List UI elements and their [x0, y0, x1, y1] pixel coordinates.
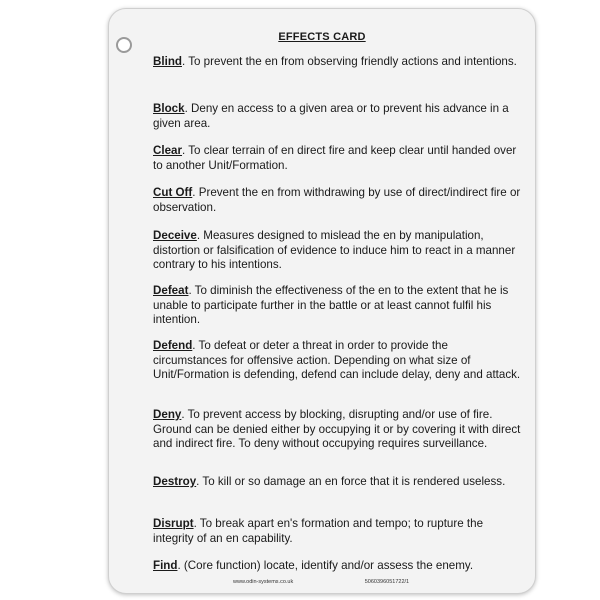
entry-definition: . To diminish the effectiveness of the en to the extent that he is unable to participate further in the battle or at least cannot fulfil his intention. [153, 284, 509, 327]
entry-deny [153, 408, 521, 452]
entry-disrupt [153, 517, 521, 546]
card-footer [233, 579, 409, 585]
card-title: EFFECTS CARD [278, 31, 366, 43]
entry-term: Blind [153, 55, 182, 68]
entry-definition: . Deny en access to a given area or to prevent his advance in a given area. [153, 102, 509, 130]
entry-cut-off [153, 186, 521, 215]
entry-definition: . To kill or so damage an en force that it is rendered useless. [196, 475, 506, 488]
entry-term: Deceive [153, 229, 197, 242]
entry-definition: . To break apart en's formation and tempo; to rupture the integrity of an en capability. [153, 517, 484, 545]
entry-block [153, 102, 521, 131]
entry-blind [153, 55, 521, 70]
entry-definition: . To prevent access by blocking, disrupting and/or use of fire. Ground can be denied either by occupying it or by covering it with direct and indirect fire. To deny without occupying requires surveillance. [153, 408, 521, 451]
entry-defeat [153, 284, 521, 328]
footer-website: www.odin-systems.co.uk [233, 579, 294, 585]
effects-card [108, 8, 536, 594]
entry-definition: . To prevent the en from observing friendly actions and intentions. [181, 55, 517, 68]
entry-definition: . (Core function) locate, identify and/or assess the enemy. [177, 559, 474, 572]
entry-defend [153, 339, 521, 383]
entry-term: Defend [153, 339, 193, 352]
entry-term: Deny [153, 408, 182, 421]
entry-term: Defeat [153, 284, 189, 297]
entry-destroy [153, 475, 521, 490]
entry-definition: . To defeat or deter a threat in order to provide the circumstances for offensive action. Depending on what size of Unit/Formation is defending, defend can include delay, deny and attack. [153, 339, 521, 382]
entry-definition: . Prevent the en from withdrawing by use of direct/indirect fire or observation. [153, 186, 521, 214]
entry-term: Cut Off [153, 186, 193, 199]
entry-definition: . Measures designed to mislead the en by manipulation, distortion or falsification of evidence to induce him to react in a manner contrary to his intentions. [153, 229, 516, 272]
footer-code: 5060396051722/1 [364, 579, 410, 585]
entry-clear [153, 144, 521, 173]
entry-term: Clear [153, 144, 183, 157]
entry-term: Destroy [153, 475, 197, 488]
entry-term: Find [153, 559, 178, 572]
entry-find [153, 559, 521, 574]
entry-term: Disrupt [153, 517, 194, 530]
entry-term: Block [153, 102, 185, 115]
entry-definition: . To clear terrain of en direct fire and keep clear until handed over to another Unit/Formation. [153, 144, 517, 172]
entry-deceive [153, 229, 521, 273]
